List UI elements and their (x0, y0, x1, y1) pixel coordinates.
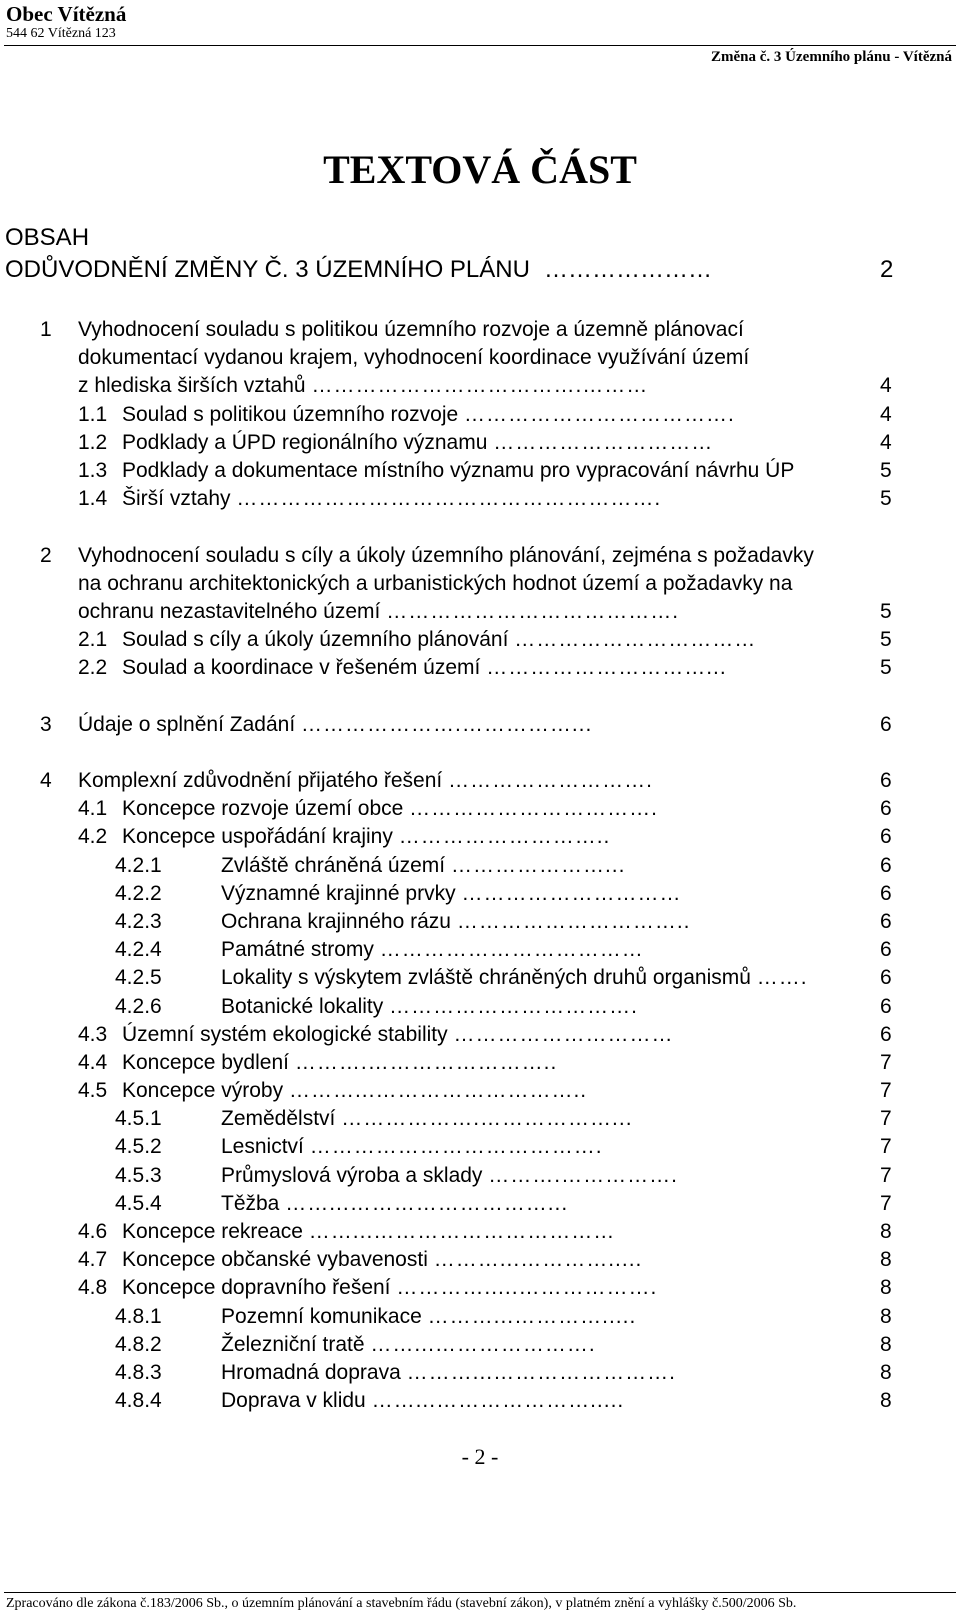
contents-heading: OBSAH (5, 224, 90, 251)
toc-entry (122, 1274, 657, 1302)
toc-text: Botanické lokality (221, 994, 384, 1018)
toc-leader-dots: ………………….……………... (301, 712, 593, 736)
toc-text: Podklady a dokumentace místního významu pro vypracování návrhu ÚP (122, 458, 795, 482)
toc-number: 1 (40, 318, 52, 341)
toc-page: 6 (880, 769, 892, 792)
toc-leader-dots: …………………………………. (309, 1135, 603, 1159)
toc-row (0, 344, 960, 372)
toc-entry (122, 1218, 615, 1246)
toc-main-entry[interactable] (5, 256, 774, 284)
toc-row[interactable] (0, 823, 960, 851)
toc-page: 8 (880, 1248, 892, 1272)
toc-row[interactable] (0, 316, 960, 344)
toc-page: 6 (880, 825, 892, 849)
toc-entry (221, 1162, 678, 1190)
toc-text: Koncepce rekreace (122, 1220, 303, 1243)
toc-text: Širší vztahy (122, 487, 231, 511)
toc-text: Územní systém ekologické stability (122, 1022, 448, 1046)
toc-leader-dots: ………………… (543, 256, 712, 283)
toc-number: 4.8.2 (115, 1332, 162, 1356)
toc-row[interactable] (0, 1246, 960, 1274)
toc-page: 8 (880, 1304, 892, 1328)
toc-text: Vyhodnocení souladu s politikou územního rozvoje a územně plánovací (78, 318, 744, 341)
toc-number: 1.4 (78, 487, 108, 511)
toc-text: ochranu nezastavitelného území (78, 599, 381, 623)
toc-leader-dots: ………………………… (453, 1022, 674, 1046)
toc-text: Ochrana krajinného rázu (221, 909, 451, 933)
footer-rule (4, 1592, 956, 1593)
toc-number: 4 (40, 769, 52, 792)
toc-number: 4.5.2 (115, 1135, 162, 1159)
toc-entry (221, 1303, 636, 1331)
toc-leader-dots: ……………………….. (398, 825, 611, 849)
toc-number: 4.8.3 (115, 1360, 162, 1384)
toc-leader-dots: ………...…………..... (427, 1304, 637, 1328)
toc-entry (221, 852, 625, 880)
toc-leader-dots: ……. (756, 966, 808, 990)
toc-row[interactable] (0, 1077, 960, 1105)
toc-leader-dots: ……………………………. (389, 994, 638, 1018)
toc-row[interactable] (0, 880, 960, 908)
toc-page: 6 (880, 994, 892, 1018)
toc-leader-dots: ……….……………. (488, 1163, 678, 1187)
toc-section-2 (0, 542, 960, 683)
toc-text: Lesnictví (221, 1135, 304, 1159)
toc-entry (122, 654, 727, 682)
toc-row[interactable] (0, 964, 960, 992)
toc-text: Pozemní komunikace (221, 1304, 422, 1328)
toc-row[interactable] (0, 767, 960, 795)
toc-main-entry-page: 2 (880, 256, 894, 283)
toc-page: 6 (880, 938, 892, 962)
toc-text: Doprava v klidu (221, 1389, 366, 1413)
toc-entry (221, 1331, 596, 1359)
toc-text: Památné stromy (221, 938, 374, 962)
toc-number: 4.4 (78, 1050, 108, 1074)
toc-row[interactable] (0, 711, 960, 739)
toc-leader-dots: ………………………… (461, 881, 682, 905)
toc-page: 8 (880, 1360, 892, 1384)
toc-number: 4.2.3 (115, 909, 162, 933)
header-rule (4, 45, 956, 46)
toc-number: 4.7 (78, 1248, 108, 1272)
toc-row[interactable] (0, 372, 960, 400)
toc-page: 7 (880, 1107, 892, 1131)
toc-row[interactable] (0, 1218, 960, 1246)
toc-page: 7 (880, 1135, 892, 1159)
toc-text: dokumentací vydanou krajem, vyhodnocení koordinace využívání území (78, 346, 750, 370)
toc-row[interactable] (0, 1133, 960, 1161)
toc-row (0, 570, 960, 598)
toc-number: 2 (40, 543, 52, 567)
toc-text: Zemědělství (221, 1107, 336, 1131)
toc-row[interactable] (0, 1190, 960, 1218)
toc-number: 4.2.5 (115, 966, 162, 990)
toc-number: 4.2.2 (115, 881, 162, 905)
toc-entry (221, 1190, 568, 1218)
toc-text: Těžba (221, 1191, 280, 1215)
toc-row[interactable] (0, 485, 960, 513)
toc-number: 4.2 (78, 825, 108, 849)
toc-entry (221, 908, 690, 936)
toc-text: Komplexní zdůvodnění přijatého řešení (78, 769, 443, 792)
toc-number: 4.5 (78, 1079, 108, 1103)
toc-row[interactable] (0, 908, 960, 936)
toc-page: 5 (880, 656, 892, 680)
toc-leader-dots: ………………………. (448, 769, 653, 792)
toc-leader-dots: …………………………… (514, 628, 757, 652)
toc-page: 5 (880, 487, 892, 511)
toc-page: 4 (880, 430, 892, 454)
toc-row[interactable] (0, 1105, 960, 1133)
toc-entry (122, 1077, 587, 1105)
toc-entry (122, 1021, 673, 1049)
toc-leader-dots: ………...……………………….. (288, 1079, 588, 1103)
toc-row[interactable] (0, 654, 960, 682)
toc-leader-dots: …………………………... (486, 656, 727, 680)
toc-entry (221, 964, 808, 992)
toc-number: 2.2 (78, 656, 108, 680)
toc-entry (122, 429, 713, 457)
toc-entry (221, 936, 644, 964)
toc-entry (122, 401, 735, 429)
toc-leader-dots: …………………………………………………. (236, 487, 662, 511)
toc-number: 4.3 (78, 1022, 108, 1046)
toc-text: Koncepce občanské vybavenosti (122, 1248, 428, 1272)
toc-text: Koncepce uspořádání krajiny (122, 825, 393, 849)
table-of-contents (0, 316, 960, 1444)
header-document-name: Změna č. 3 Územního plánu - Vítězná (711, 49, 952, 65)
toc-text: Hromadná doprava (221, 1360, 401, 1384)
toc-main-entry-text: ODŮVODNĚNÍ ZMĚNY Č. 3 ÚZEMNÍHO PLÁNU (5, 256, 530, 283)
toc-leader-dots: ……...…………………. (370, 1332, 596, 1356)
toc-number: 4.2.1 (115, 853, 162, 877)
toc-leader-dots: ……………………………….……… (311, 374, 649, 398)
toc-text: na ochranu architektonických a urbanistických hodnot území a požadavky na (78, 571, 793, 595)
toc-number: 4.5.1 (115, 1107, 162, 1131)
toc-page: 4 (880, 402, 892, 426)
toc-entry (122, 823, 610, 851)
toc-section-1 (0, 316, 960, 513)
toc-leader-dots: ………………………… (493, 430, 714, 454)
toc-row[interactable] (0, 993, 960, 1021)
toc-row[interactable] (0, 1274, 960, 1302)
toc-page: 6 (880, 966, 892, 990)
toc-leader-dots: ………….....………………. (396, 1276, 658, 1300)
toc-row[interactable] (0, 1049, 960, 1077)
toc-number: 4.5.4 (115, 1191, 162, 1215)
toc-page: 8 (880, 1276, 892, 1300)
toc-text: Koncepce bydlení (122, 1050, 289, 1074)
toc-text: Soulad a koordinace v řešeném území (122, 656, 481, 680)
toc-page: 7 (880, 1163, 892, 1187)
toc-number: 4.2.6 (115, 994, 162, 1018)
toc-section-4 (0, 767, 960, 1415)
page-number: - 2 - (461, 1444, 499, 1469)
toc-number: 4.5.3 (115, 1163, 162, 1187)
footer-text: Zpracováno dle zákona č.183/2006 Sb., o územním plánování a stavebním řádu (stavební zákon), v platném znění a vyhlášky č.500/2006 Sb. (6, 1596, 797, 1611)
toc-page: 7 (880, 1079, 892, 1103)
toc-page: 6 (880, 1022, 892, 1046)
toc-text: Zvláště chráněná území (221, 853, 446, 877)
toc-leader-dots: ……...…………………..... (371, 1389, 625, 1413)
toc-leader-dots: …………………………………. (386, 599, 680, 623)
toc-page: 4 (880, 374, 892, 398)
toc-row[interactable] (0, 401, 960, 429)
toc-number: 4.6 (78, 1220, 108, 1243)
toc-number: 1.1 (78, 402, 108, 426)
toc-leader-dots: ………………………….. (456, 909, 691, 933)
toc-page: 8 (880, 1332, 892, 1356)
toc-entry (122, 485, 661, 513)
toc-text: Železniční tratě (221, 1332, 365, 1356)
toc-page: 6 (880, 797, 892, 821)
toc-page: 8 (880, 1220, 892, 1243)
toc-page: 5 (880, 628, 892, 652)
toc-row[interactable] (0, 626, 960, 654)
toc-leader-dots: ……….…………………….. (294, 1050, 558, 1074)
toc-number: 2.1 (78, 628, 108, 652)
toc-leader-dots: ………...……………………. (406, 1360, 676, 1384)
toc-row[interactable] (0, 852, 960, 880)
toc-text: Průmyslová výroba a sklady (221, 1163, 483, 1187)
toc-leader-dots: ………………………………. (464, 402, 735, 426)
toc-page: 7 (880, 1191, 892, 1215)
page-title: TEXTOVÁ ČÁST (323, 147, 637, 192)
toc-page: 5 (880, 458, 892, 482)
toc-page: 8 (880, 1389, 892, 1413)
toc-number: 4.1 (78, 797, 108, 821)
toc-leader-dots: ………...…………..... (433, 1248, 643, 1272)
toc-text: Podklady a ÚPD regionálního významu (122, 430, 488, 454)
toc-row[interactable] (0, 1359, 960, 1387)
toc-number: 4.8 (78, 1276, 108, 1300)
toc-entry (122, 1246, 642, 1274)
toc-leader-dots: ……...………………………... (285, 1191, 569, 1215)
toc-entry (221, 993, 638, 1021)
toc-row[interactable] (0, 1021, 960, 1049)
toc-number: 3 (40, 712, 52, 736)
toc-text: z hlediska širších vztahů (78, 374, 306, 398)
toc-text: Koncepce výroby (122, 1079, 284, 1103)
toc-page: 6 (880, 712, 892, 736)
toc-entry (122, 1049, 557, 1077)
toc-number: 4.8.4 (115, 1389, 162, 1413)
toc-page: 6 (880, 909, 892, 933)
toc-text: Vyhodnocení souladu s cíly a úkoly územního plánování, zejména s požadavky (78, 543, 814, 567)
toc-row[interactable] (0, 598, 960, 626)
toc-leader-dots: ……………………………… (379, 938, 644, 962)
toc-page: 6 (880, 881, 892, 905)
toc-text: Údaje o splnění Zadání (78, 712, 296, 736)
toc-text: Koncepce dopravního řešení (122, 1276, 391, 1300)
toc-page: 6 (880, 853, 892, 877)
toc-section-3 (0, 711, 960, 739)
toc-row[interactable] (0, 936, 960, 964)
header-org-title: Obec Vítězná (6, 2, 127, 26)
toc-leader-dots: ……...…………………………… (308, 1220, 616, 1243)
toc-page: 5 (880, 599, 892, 623)
toc-row[interactable] (0, 1303, 960, 1331)
toc-number: 4.2.4 (115, 938, 162, 962)
toc-text: Soulad s cíly a úkoly územního plánování (122, 628, 509, 652)
toc-number: 4.8.1 (115, 1304, 162, 1328)
toc-entry (122, 626, 756, 654)
toc-row[interactable] (0, 542, 960, 570)
toc-entry (122, 457, 794, 485)
toc-leader-dots: …………………... (450, 853, 626, 877)
toc-entry (221, 1133, 603, 1161)
toc-text: Soulad s politikou územního rozvoje (122, 402, 459, 426)
toc-text: Lokality s výskytem zvláště chráněných druhů organismů (221, 966, 751, 990)
toc-row[interactable] (0, 1331, 960, 1359)
toc-entry (221, 880, 681, 908)
toc-row[interactable] (0, 1387, 960, 1415)
toc-leader-dots: ……………….………………... (341, 1107, 633, 1131)
toc-page: 7 (880, 1050, 892, 1074)
toc-row[interactable] (0, 457, 960, 485)
toc-row[interactable] (0, 795, 960, 823)
toc-number: 1.3 (78, 458, 108, 482)
toc-entry (122, 795, 658, 823)
toc-entry (221, 1359, 676, 1387)
toc-leader-dots: ……………………………. (409, 797, 659, 821)
toc-row[interactable] (0, 1162, 960, 1190)
toc-entry (221, 1387, 624, 1415)
toc-text: Významné krajinné prvky (221, 881, 456, 905)
header-address: 544 62 Vítězná 123 (6, 26, 116, 41)
toc-number: 1.2 (78, 430, 108, 454)
toc-text: Koncepce rozvoje území obce (122, 797, 404, 821)
toc-row[interactable] (0, 429, 960, 457)
toc-entry (221, 1105, 633, 1133)
